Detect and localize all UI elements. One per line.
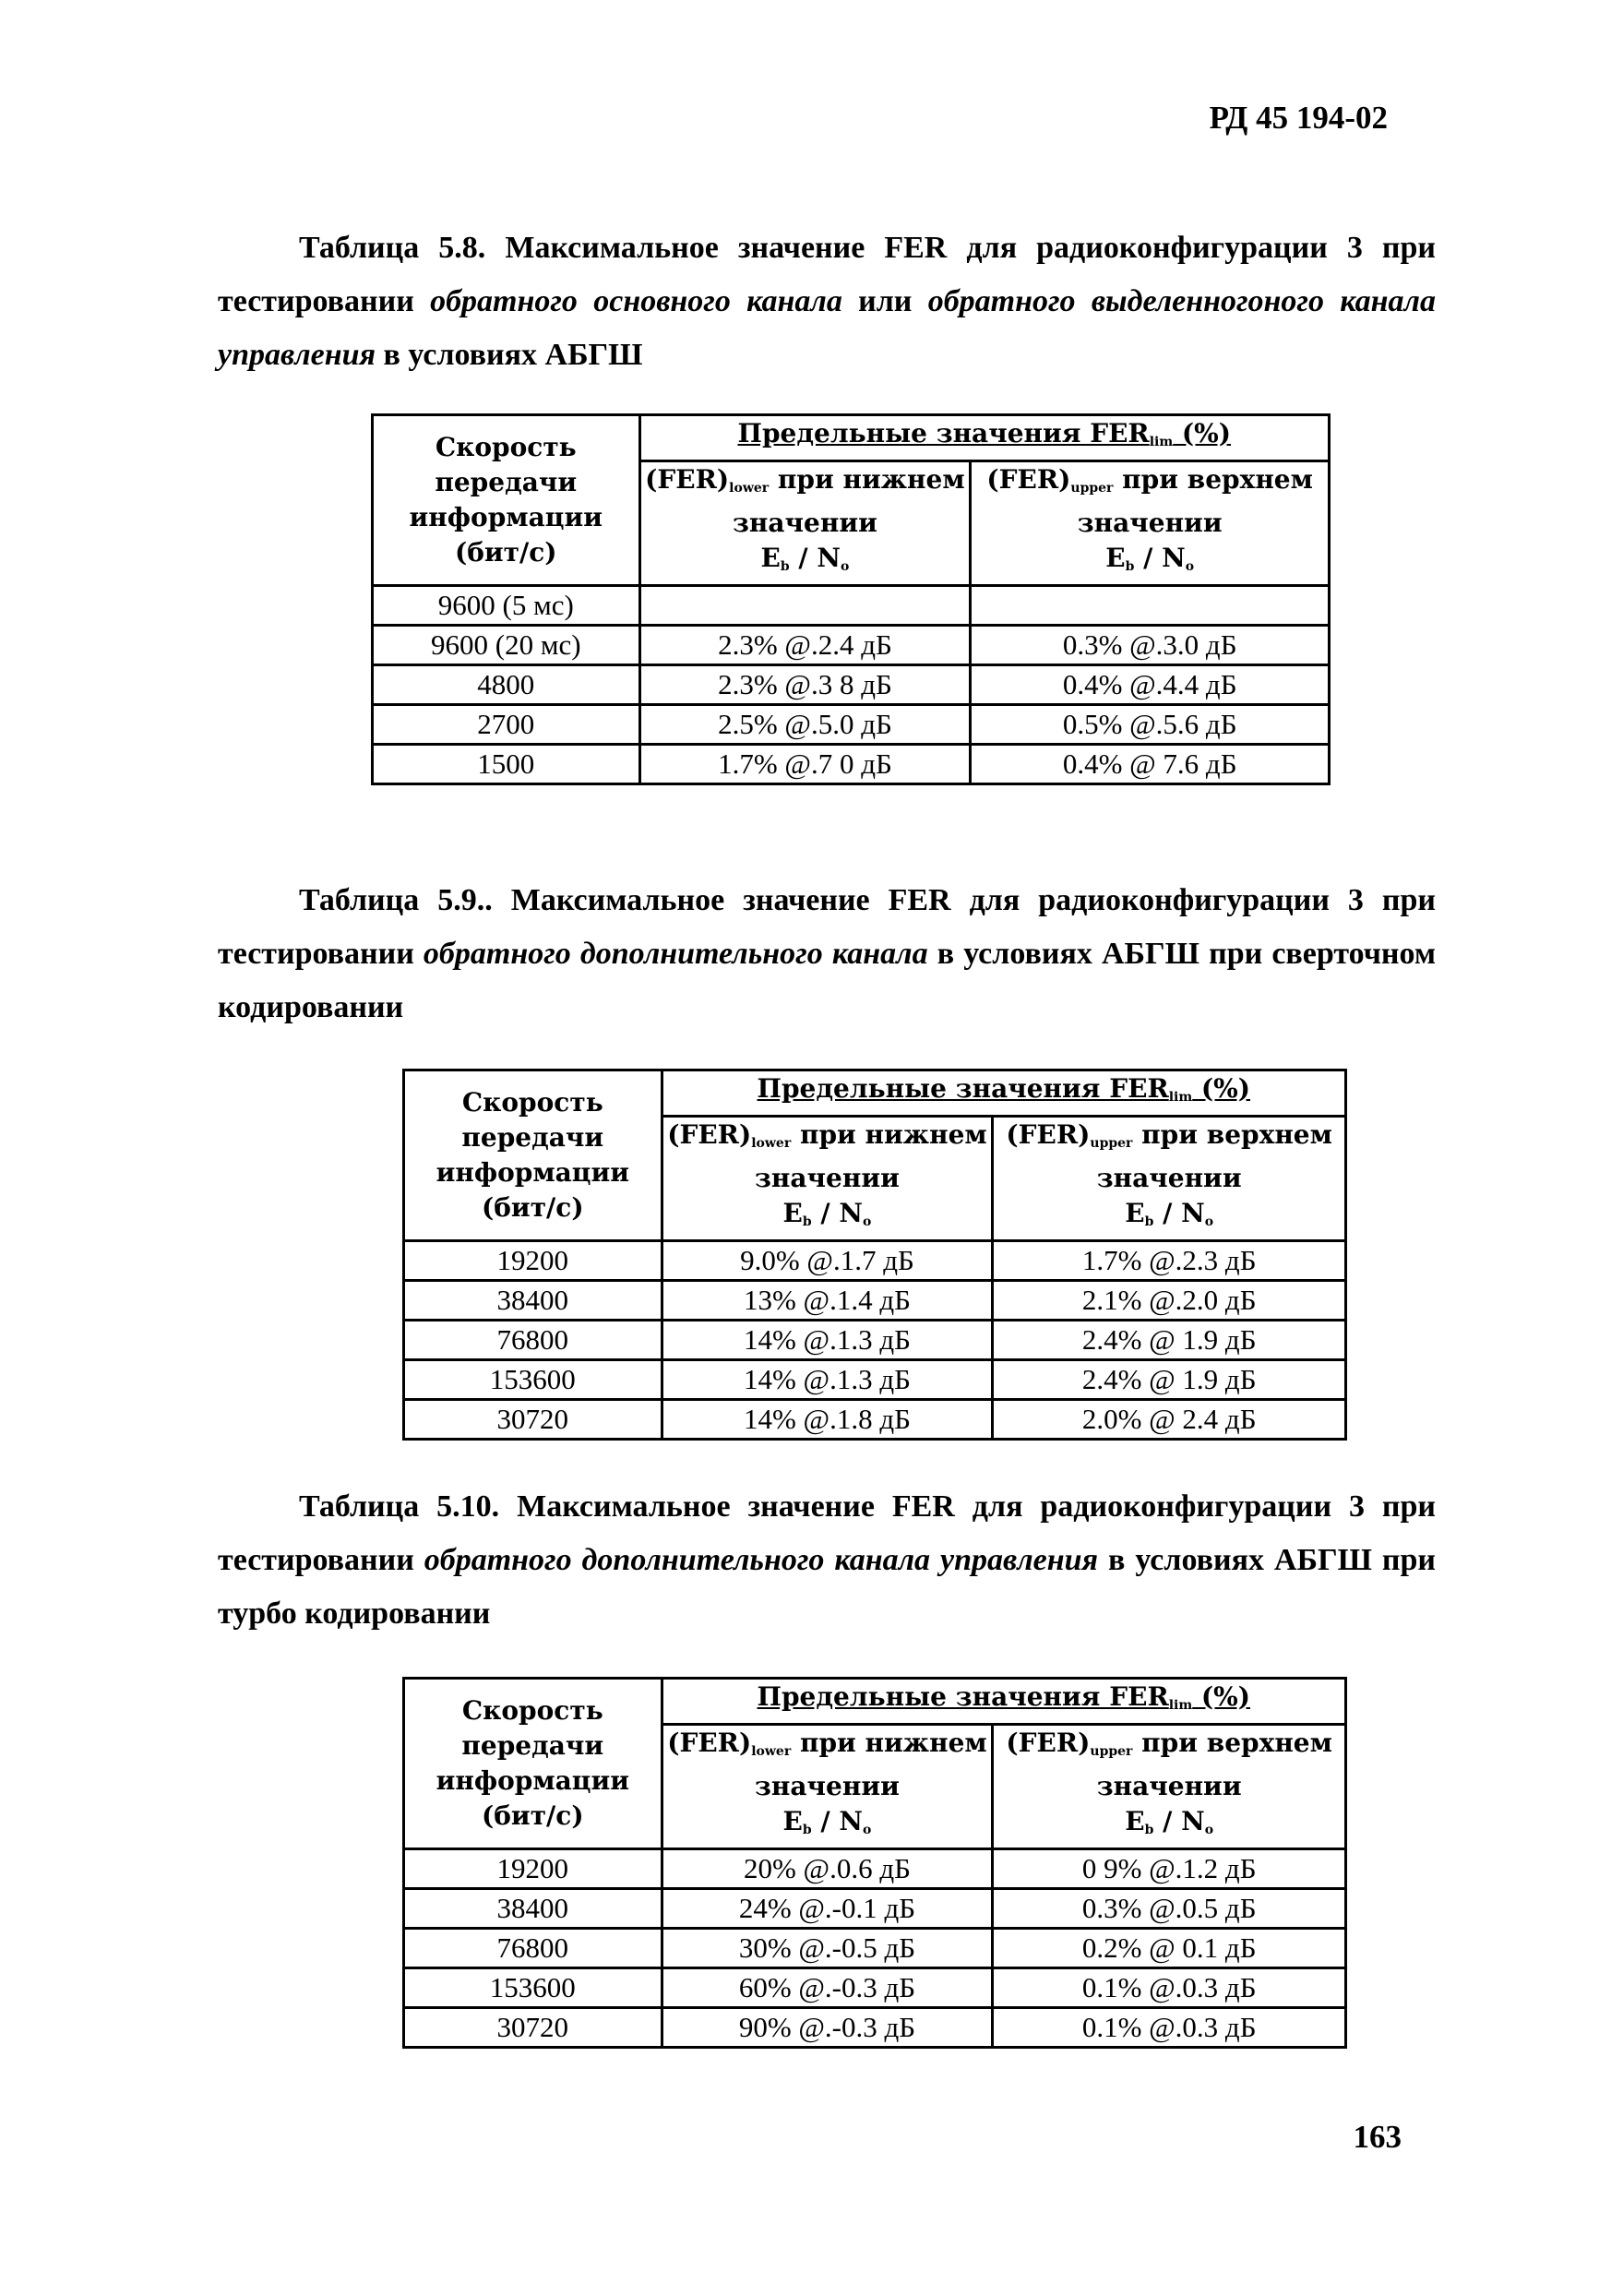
header-rate: Скорость передачи информации (бит/с) bbox=[373, 415, 640, 586]
header-limits: Предельные значения $FER_{lim}$ (%) bbox=[639, 415, 1329, 461]
table-row: 76800 14% @.1.3 дБ 2.4% @ 1.9 дБ bbox=[404, 1321, 1346, 1360]
header-upper: $(FER)_{upper}$ при верхнем значении $E_b / N_o$ bbox=[993, 1725, 1346, 1849]
table-row: 30720 14% @.1.8 дБ 2.0% @ 2.4 дБ bbox=[404, 1400, 1346, 1440]
table-row: 9600 (20 мс) 2.3% @.2.4 дБ 0.3% @.3.0 дБ bbox=[373, 626, 1330, 665]
header-upper: $(FER)_{upper}$ при верхнем значении $E_b / N_o$ bbox=[993, 1117, 1346, 1241]
document-code: РД 45 194-02 bbox=[1209, 100, 1388, 136]
table-row: 38400 13% @.1.4 дБ 2.1% @.2.0 дБ bbox=[404, 1281, 1346, 1321]
header-rate: Скорость передачи информации (бит/с) bbox=[404, 1070, 662, 1241]
fer-table bbox=[402, 1069, 1347, 1441]
table-row: 1500 1.7% @.7 0 дБ 0.4% @ 7.6 дБ bbox=[373, 745, 1330, 784]
table-row: 38400 24% @.-0.1 дБ 0.3% @.0.5 дБ bbox=[404, 1889, 1346, 1929]
header-limits: Предельные значения $FER_{lim}$ (%) bbox=[662, 1679, 1345, 1725]
page-number: 163 bbox=[1353, 2119, 1402, 2155]
fer-table bbox=[371, 413, 1331, 785]
table-row: 19200 20% @.0.6 дБ 0 9% @.1.2 дБ bbox=[404, 1849, 1346, 1889]
table-row: 9600 (5 мс) bbox=[373, 586, 1330, 626]
fer-table bbox=[402, 1677, 1347, 2049]
table-caption: Таблица 5.8. Максимальное значение FER для радиоконфигурации 3 при тестировании обратного основного канала или обратного выделенногоного канала управления в условиях АБГШ bbox=[218, 231, 1436, 372]
header-lower: $(FER)_{lower}$ при нижнем значении $E_b / N_o$ bbox=[662, 1725, 993, 1849]
header-limits: Предельные значения $FER_{lim}$ (%) bbox=[662, 1070, 1345, 1117]
table-row: 153600 60% @.-0.3 дБ 0.1% @.0.3 дБ bbox=[404, 1968, 1346, 2008]
table-row: 2700 2.5% @.5.0 дБ 0.5% @.5.6 дБ bbox=[373, 705, 1330, 745]
header-lower: $(FER)_{lower}$ при нижнем значении $E_b / N_o$ bbox=[639, 461, 971, 586]
table-row: 30720 90% @.-0.3 дБ 0.1% @.0.3 дБ bbox=[404, 2008, 1346, 2048]
header-rate: Скорость передачи информации (бит/с) bbox=[404, 1679, 662, 1849]
table-caption: Таблица 5.9.. Максимальное значение FER для радиоконфигурации 3 при тестировании обратного дополнительного канала в условиях АБГШ при сверточном кодировании bbox=[218, 883, 1436, 1024]
table-row: 76800 30% @.-0.5 дБ 0.2% @ 0.1 дБ bbox=[404, 1929, 1346, 1968]
header-lower: $(FER)_{lower}$ при нижнем значении $E_b / N_o$ bbox=[662, 1117, 993, 1241]
header-upper: $(FER)_{upper}$ при верхнем значении $E_b / N_o$ bbox=[971, 461, 1330, 586]
table-caption: Таблица 5.10. Максимальное значение FER для радиоконфигурации 3 при тестировании обратного дополнительного канала управления в условиях АБГШ при турбо кодировании bbox=[218, 1489, 1436, 1631]
table-row: 4800 2.3% @.3 8 дБ 0.4% @.4.4 дБ bbox=[373, 665, 1330, 705]
table-row: 153600 14% @.1.3 дБ 2.4% @ 1.9 дБ bbox=[404, 1360, 1346, 1400]
table-row: 19200 9.0% @.1.7 дБ 1.7% @.2.3 дБ bbox=[404, 1241, 1346, 1281]
